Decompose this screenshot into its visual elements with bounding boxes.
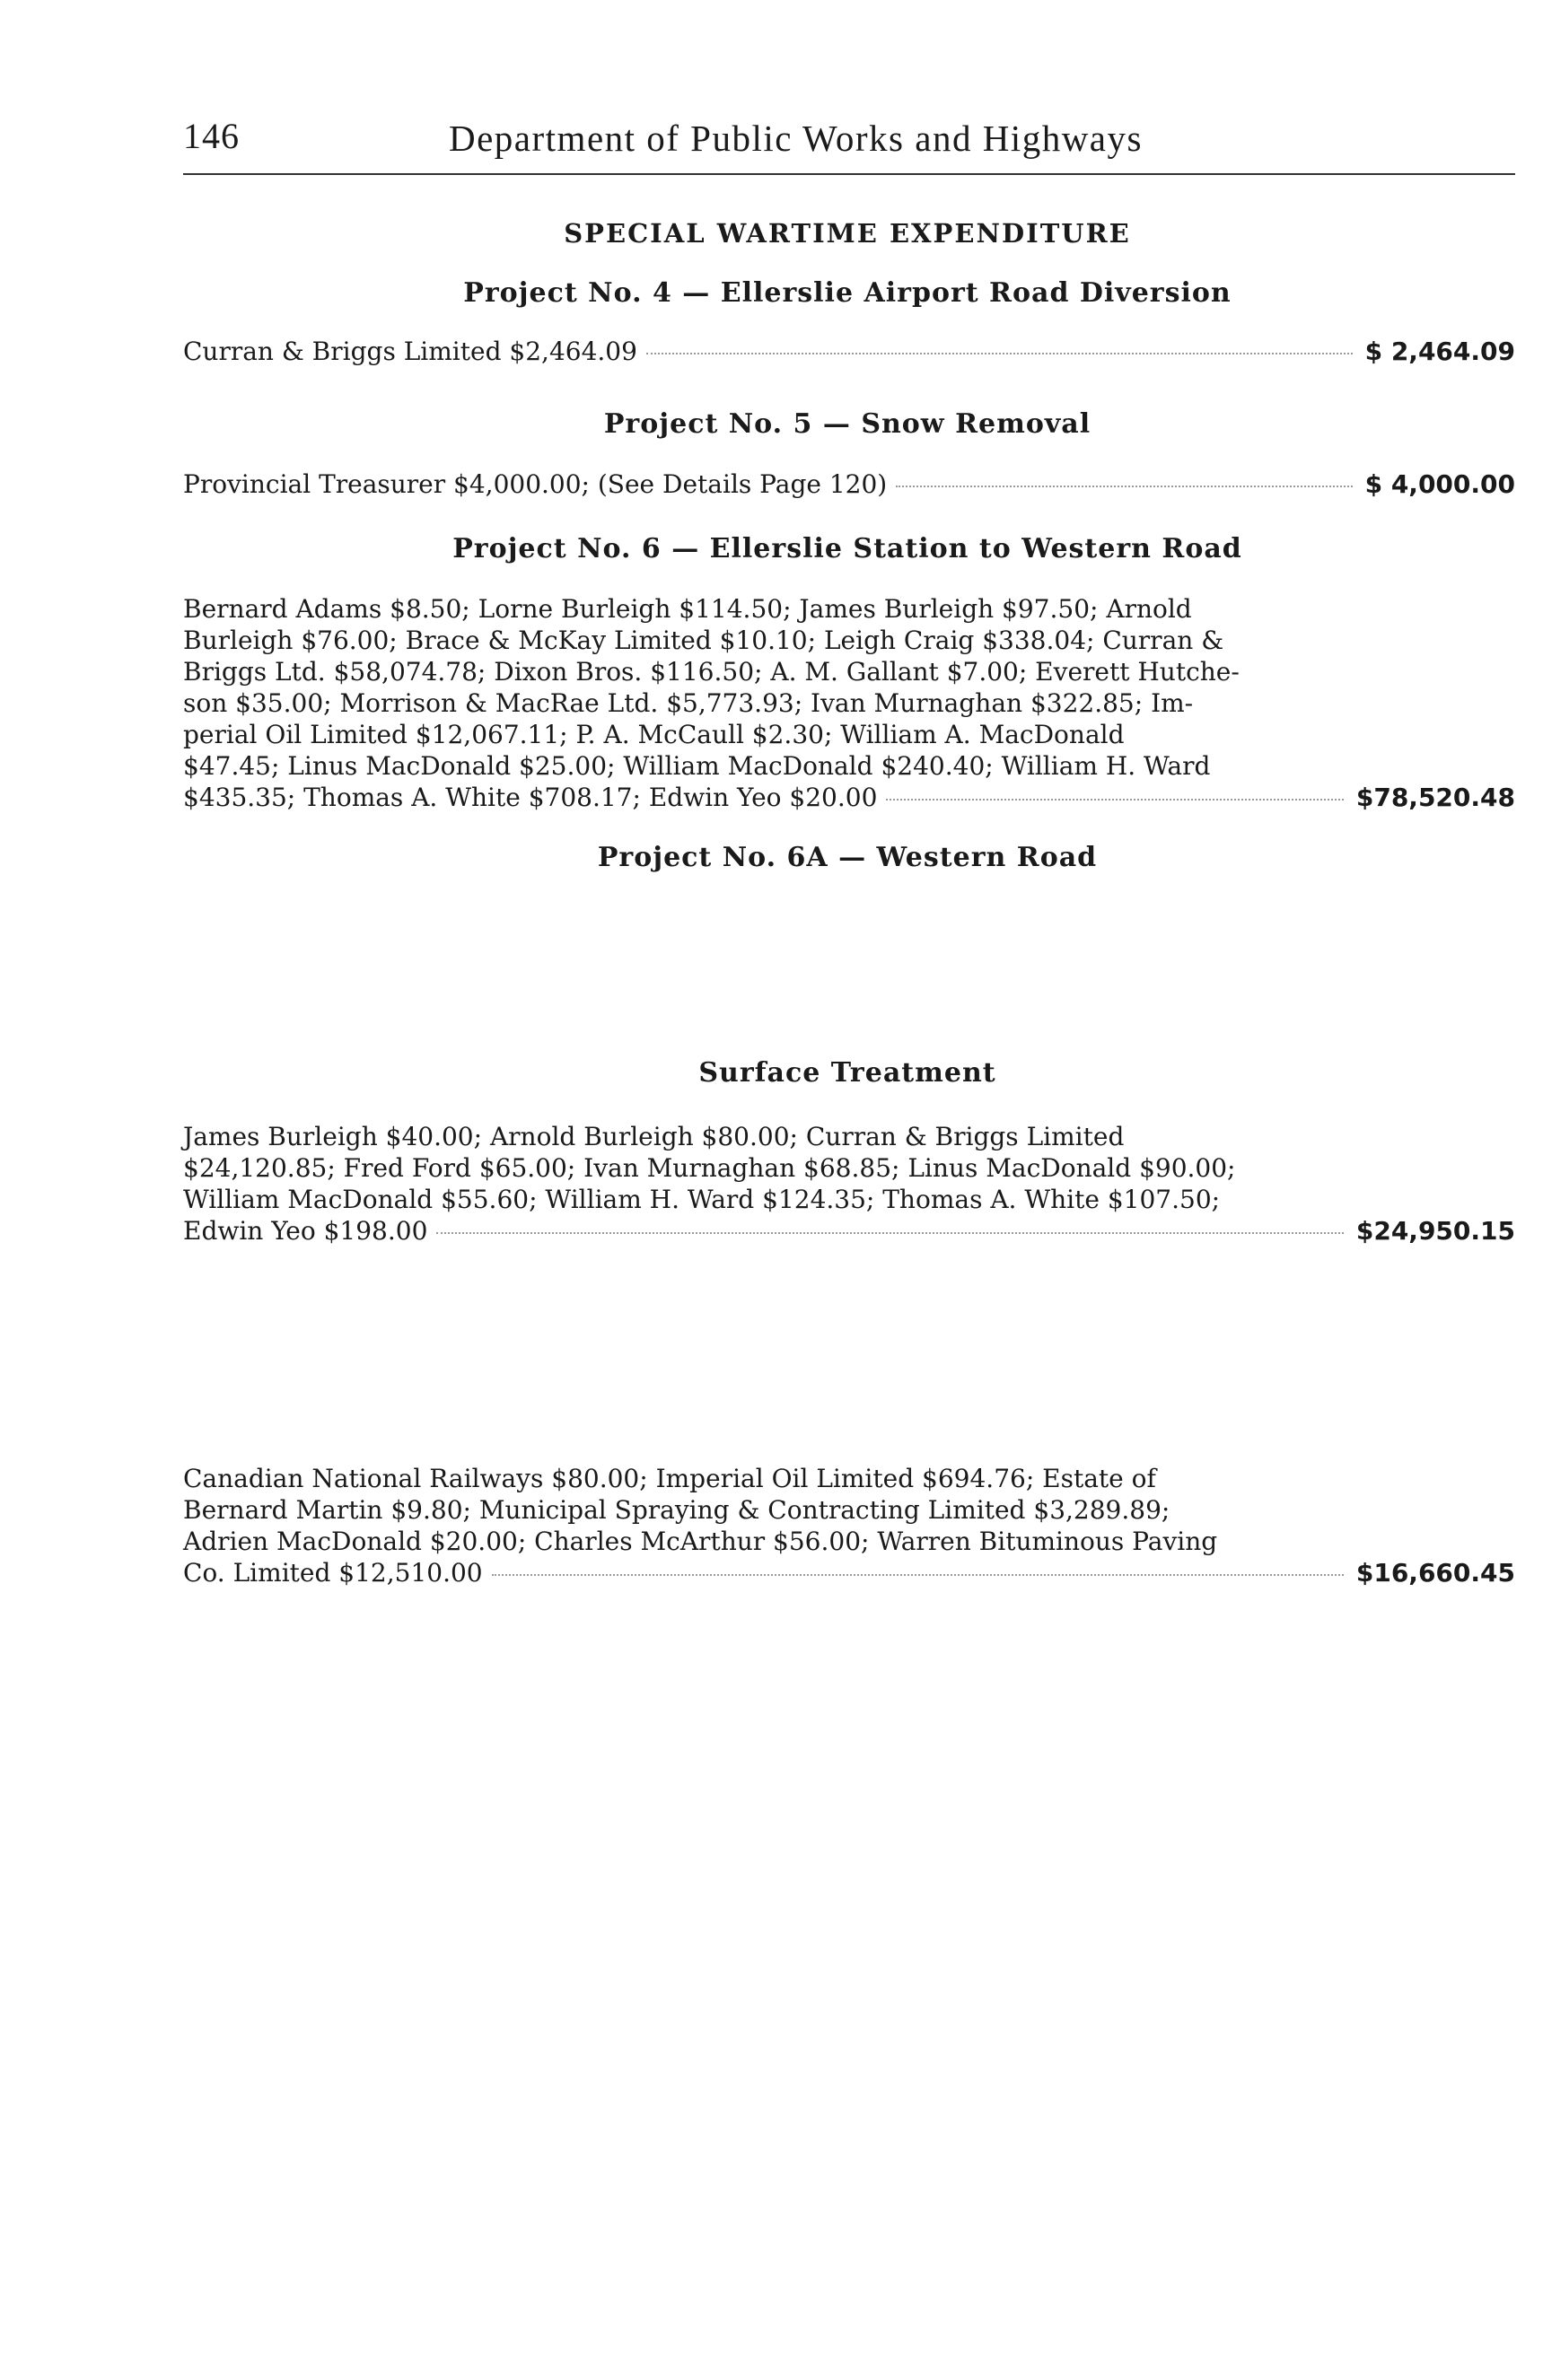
- entry-line: James Burleigh $40.00; Arnold Burleigh $80.00; Curran & Briggs Limited: [183, 1122, 1125, 1151]
- dot-leader: [886, 799, 1343, 801]
- entry-line: Adrien MacDonald $20.00; Charles McArthur $56.00; Warren Bituminous Paving: [183, 1527, 1218, 1556]
- project-6a-entry: [183, 1121, 1515, 1247]
- dot-leader: [896, 486, 1352, 487]
- entry-line: son $35.00; Morrison & MacRae Ltd. $5,773.93; Ivan Murnaghan $322.85; Im-: [183, 688, 1194, 718]
- entry-last-line: $435.35; Thomas A. White $708.17; Edwin Yeo $20.00: [183, 783, 878, 812]
- entry-line: Canadian National Railways $80.00; Imperial Oil Limited $694.76; Estate of: [183, 1464, 1156, 1493]
- project-6a-heading: Project No. 6A — Western Road: [597, 842, 1098, 873]
- entry-last-line: Curran & Briggs Limited $2,464.09: [183, 337, 637, 366]
- project-5-entry: [183, 468, 1515, 500]
- dot-leader: [646, 353, 1353, 354]
- surface-treatment-entry: [183, 1463, 1515, 1588]
- page-number: 146: [183, 116, 240, 156]
- entry-line: $24,120.85; Fred Ford $65.00; Ivan Murnaghan $68.85; Linus MacDonald $90.00;: [183, 1153, 1236, 1183]
- entry-last-line: Edwin Yeo $198.00: [183, 1216, 428, 1246]
- entry-line: William MacDonald $55.60; William H. Ward $124.35; Thomas A. White $107.50;: [183, 1185, 1221, 1214]
- entry-line: Briggs Ltd. $58,074.78; Dixon Bros. $116.50; A. M. Gallant $7.00; Everett Hutche-: [183, 657, 1240, 687]
- project-6-heading: Project No. 6 — Ellerslie Station to Western Road: [452, 533, 1242, 564]
- dot-leader: [436, 1232, 1343, 1234]
- header-rule: [183, 173, 1515, 175]
- entry-line: Bernard Martin $9.80; Municipal Spraying & Contracting Limited $3,289.89;: [183, 1495, 1170, 1525]
- project-total: $24,950.15: [1355, 1216, 1515, 1246]
- project-total: $78,520.48: [1355, 783, 1515, 812]
- main-heading: SPECIAL WARTIME EXPENDITURE: [564, 218, 1131, 249]
- project-4-entry: [183, 336, 1515, 367]
- surface-treatment-heading: Surface Treatment: [698, 1057, 996, 1089]
- project-6-entry: [183, 593, 1515, 813]
- entry-last-line: Co. Limited $12,510.00: [183, 1558, 483, 1588]
- page-header: [183, 115, 1449, 171]
- dot-leader: [492, 1574, 1344, 1576]
- entry-line: Bernard Adams $8.50; Lorne Burleigh $114.50; James Burleigh $97.50; Arnold: [183, 594, 1192, 624]
- entry-line: $47.45; Linus MacDonald $25.00; William MacDonald $240.40; William H. Ward: [183, 751, 1211, 781]
- entry-last-line: Provincial Treasurer $4,000.00; (See Details Page 120): [183, 469, 888, 499]
- project-4-heading: Project No. 4 — Ellerslie Airport Road Diversion: [463, 277, 1232, 309]
- entry-line: perial Oil Limited $12,067.11; P. A. McCaull $2.30; William A. MacDonald: [183, 720, 1125, 749]
- project-total: $ 2,464.09: [1364, 337, 1515, 366]
- entry-line: Burleigh $76.00; Brace & McKay Limited $10.10; Leigh Craig $338.04; Curran &: [183, 626, 1224, 655]
- project-total: $16,660.45: [1355, 1558, 1515, 1588]
- running-title: Department of Public Works and Highways: [449, 118, 1143, 159]
- project-5-heading: Project No. 5 — Snow Removal: [603, 408, 1091, 440]
- project-total: $ 4,000.00: [1364, 469, 1515, 499]
